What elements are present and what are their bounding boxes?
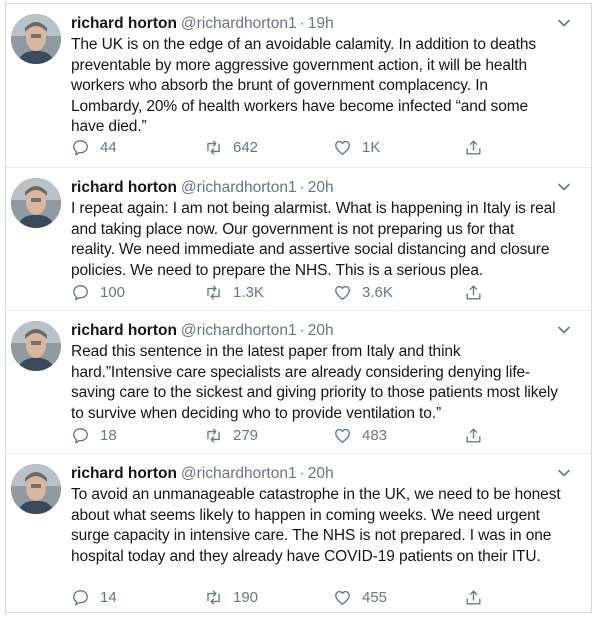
tweet[interactable]: [6, 4, 591, 168]
avatar[interactable]: [11, 321, 61, 371]
tweet-actions: [71, 588, 501, 608]
retweet-icon: [204, 138, 223, 157]
tweet-text: Read this sentence in the latest paper from Italy and think hard.”Intensive care specialists are already considering denying life-saving care to the sickest and giving priority to those patients most likely to survive when deciding who to provide ventilation to.”: [71, 343, 558, 422]
tweet-actions: [71, 138, 501, 158]
tweet[interactable]: [6, 168, 591, 311]
tweet-text: I repeat again: I am not being alarmist. What is happening in Italy is real and taking place now. Our government is not preparing us for that reality. We need immediate and assertive social distancing and closure policies. We need to prepare the NHS. This is a serious plea.: [71, 200, 556, 279]
separator: ·: [299, 15, 305, 32]
retweet-button[interactable]: [204, 283, 264, 302]
author-handle[interactable]: @richardhorton1: [180, 179, 297, 196]
tweet-text: To avoid an unmanageable catastrophe in the UK, we need to be honest about what seems likely to happen in coming weeks. We need urgent surge capacity in intensive care. The NHS is not prepared. I was in one hospital today and they already have COVID-19 patients on their ITU.: [71, 486, 561, 565]
share-icon: [464, 283, 483, 302]
retweet-icon: [204, 283, 223, 302]
reply-count: 14: [100, 588, 117, 606]
tweet-time[interactable]: 20h: [307, 465, 334, 482]
tweet-time[interactable]: 20h: [307, 179, 334, 196]
heart-icon: [333, 426, 352, 445]
like-count: 455: [362, 588, 388, 606]
tweet[interactable]: [6, 311, 591, 454]
share-button[interactable]: [464, 426, 493, 445]
tweet-actions: [71, 283, 501, 303]
author-name[interactable]: richard horton: [71, 322, 177, 339]
reply-count: 100: [100, 283, 126, 301]
retweet-count: 1.3K: [233, 283, 264, 301]
like-button[interactable]: [333, 283, 393, 302]
reply-icon: [71, 138, 90, 157]
tweet-header: [71, 321, 334, 341]
author-handle[interactable]: @richardhorton1: [180, 465, 297, 482]
like-count: 1K: [362, 138, 381, 156]
tweet-header: [71, 14, 334, 34]
reply-icon: [71, 283, 90, 302]
heart-icon: [333, 138, 352, 157]
avatar[interactable]: [11, 178, 61, 228]
retweet-count: 190: [233, 588, 259, 606]
heart-icon: [333, 588, 352, 607]
avatar[interactable]: [11, 464, 61, 514]
separator: ·: [299, 179, 305, 196]
retweet-count: 279: [233, 426, 259, 444]
tweet-timeline: [5, 3, 592, 613]
retweet-button[interactable]: [204, 588, 258, 607]
author-name[interactable]: richard horton: [71, 15, 177, 32]
share-icon: [464, 588, 483, 607]
like-count: 3.6K: [362, 283, 393, 301]
retweet-icon: [204, 426, 223, 445]
author-handle[interactable]: @richardhorton1: [180, 15, 297, 32]
retweet-button[interactable]: [204, 426, 258, 445]
reply-count: 18: [100, 426, 117, 444]
reply-button[interactable]: [71, 588, 117, 607]
tweet-time[interactable]: 19h: [307, 15, 334, 32]
tweet-text: The UK is on the edge of an avoidable calamity. In addition to deaths preventable by more aggressive government action, it will be health workers who absorb the brunt of government complacency. In Lombardy, 20% of health workers have become infected “and some have died.”: [71, 36, 537, 135]
tweet-header: [71, 178, 334, 198]
reply-button[interactable]: [71, 426, 117, 445]
chevron-down-icon[interactable]: [557, 180, 571, 194]
share-button[interactable]: [464, 283, 493, 302]
share-button[interactable]: [464, 138, 493, 157]
tweet[interactable]: [6, 454, 591, 612]
reply-button[interactable]: [71, 138, 117, 157]
retweet-button[interactable]: [204, 138, 258, 157]
chevron-down-icon[interactable]: [557, 466, 571, 480]
like-button[interactable]: [333, 138, 380, 157]
share-icon: [464, 138, 483, 157]
author-name[interactable]: richard horton: [71, 465, 177, 482]
tweet-header: [71, 464, 334, 484]
tweet-time[interactable]: 20h: [307, 322, 334, 339]
heart-icon: [333, 283, 352, 302]
like-button[interactable]: [333, 426, 387, 445]
avatar[interactable]: [11, 14, 61, 64]
reply-icon: [71, 588, 90, 607]
separator: ·: [299, 465, 305, 482]
author-name[interactable]: richard horton: [71, 179, 177, 196]
reply-count: 44: [100, 138, 117, 156]
reply-icon: [71, 426, 90, 445]
like-count: 483: [362, 426, 388, 444]
reply-button[interactable]: [71, 283, 125, 302]
chevron-down-icon[interactable]: [557, 323, 571, 337]
share-button[interactable]: [464, 588, 493, 607]
retweet-icon: [204, 588, 223, 607]
share-icon: [464, 426, 483, 445]
tweet-actions: [71, 426, 501, 446]
like-button[interactable]: [333, 588, 387, 607]
author-handle[interactable]: @richardhorton1: [180, 322, 297, 339]
retweet-count: 642: [233, 138, 259, 156]
separator: ·: [299, 322, 305, 339]
chevron-down-icon[interactable]: [557, 16, 571, 30]
